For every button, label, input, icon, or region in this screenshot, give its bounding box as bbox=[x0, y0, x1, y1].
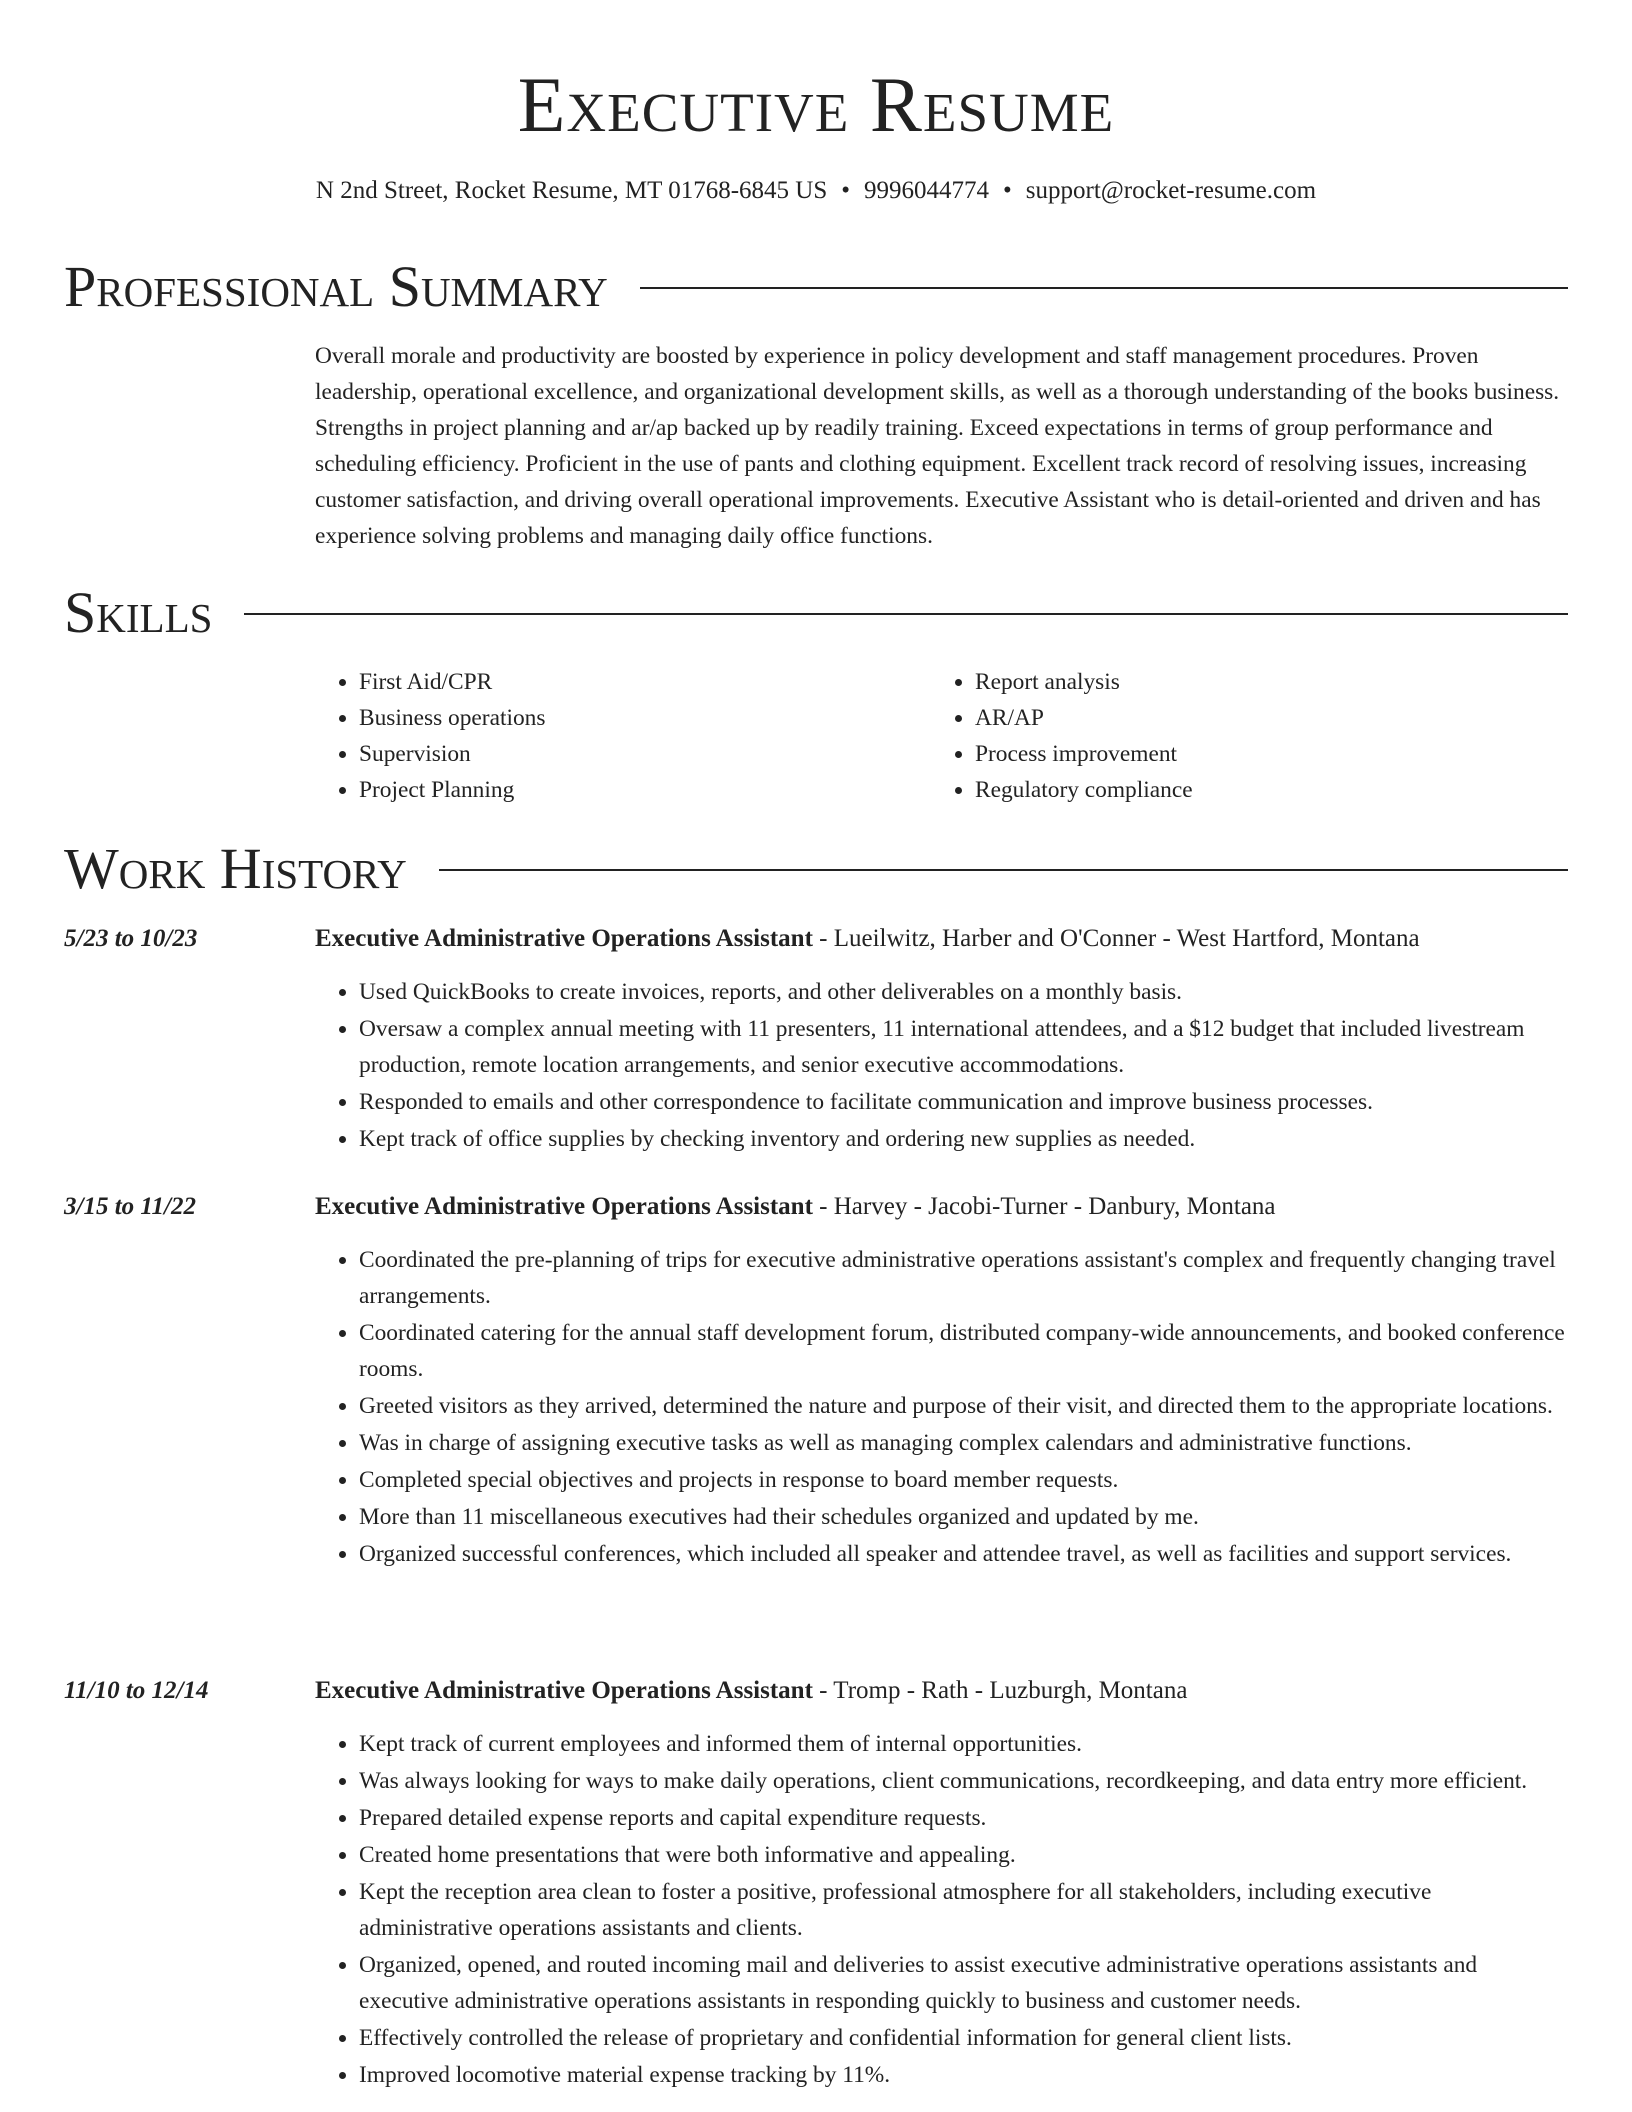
contact-separator: • bbox=[1003, 177, 1012, 204]
job-employer-location: - Tromp - Rath - Luzburgh, Montana bbox=[812, 1677, 1188, 1704]
job-employer-location: - Harvey - Jacobi-Turner - Danbury, Montana bbox=[812, 1193, 1276, 1220]
job-bullet: • Greeted visitors as they arrived, determined the nature and purpose of their visit, and directed them to the appropriate locations. bbox=[359, 1388, 1570, 1424]
job-bullet: • Organized successful conferences, which included all speaker and attendee travel, as well as facilities and support services. bbox=[359, 1536, 1570, 1572]
skill-item: • Report analysis bbox=[975, 664, 1547, 700]
job-dates: 5/23 to 10/23 bbox=[64, 925, 198, 952]
job-bullet: • Used QuickBooks to create invoices, reports, and other deliverables on a monthly basis. bbox=[359, 974, 1570, 1010]
skills-column-right bbox=[931, 664, 1547, 808]
skill-item: • Regulatory compliance bbox=[975, 772, 1547, 808]
skill-item: • First Aid/CPR bbox=[359, 664, 931, 700]
job-bullet: • Kept track of current employees and informed them of internal opportunities. bbox=[359, 1726, 1570, 1762]
job-bullet: • Prepared detailed expense reports and capital expenditure requests. bbox=[359, 1800, 1570, 1836]
job-bullets bbox=[315, 974, 1570, 1157]
work-heading: Work History bbox=[64, 836, 407, 901]
contact-email: support@rocket-resume.com bbox=[1025, 177, 1317, 204]
contact-phone: 9996044774 bbox=[864, 177, 989, 204]
skills-column-left bbox=[315, 664, 931, 808]
job-title: Executive Administrative Operations Assistant bbox=[315, 925, 813, 952]
job-title: Executive Administrative Operations Assistant bbox=[315, 1193, 813, 1220]
job-bullet: • Was always looking for ways to make daily operations, client communications, recordkeeping, and data entry more efficient. bbox=[359, 1763, 1570, 1799]
job-bullet: • Improved locomotive material expense tracking by 11%. bbox=[359, 2057, 1570, 2093]
job-dates: 11/10 to 12/14 bbox=[64, 1677, 209, 1704]
job-title: Executive Administrative Operations Assistant bbox=[315, 1677, 813, 1704]
job-bullet: • Created home presentations that were both informative and appealing. bbox=[359, 1837, 1570, 1873]
job-bullet: • More than 11 miscellaneous executives had their schedules organized and updated by me. bbox=[359, 1499, 1570, 1535]
job-bullets bbox=[315, 1242, 1570, 1572]
job-bullet: • Coordinated catering for the annual staff development forum, distributed company-wide announcements, and booked conference rooms. bbox=[359, 1315, 1570, 1387]
job-employer-location: - Lueilwitz, Harber and O'Conner - West Hartford, Montana bbox=[812, 925, 1420, 952]
job-bullet: • Responded to emails and other correspondence to facilitate communication and improve business processes. bbox=[359, 1084, 1570, 1120]
skill-item: • Business operations bbox=[359, 700, 931, 736]
job-bullet: • Oversaw a complex annual meeting with 11 presenters, 11 international attendees, and a $12 budget that included livestream production, remote location arrangements, and senior executive accommodations. bbox=[359, 1011, 1570, 1083]
job-bullet: • Kept the reception area clean to foster a positive, professional atmosphere for all stakeholders, including executive administrative operations assistants and clients. bbox=[359, 1874, 1570, 1946]
resume-name: Executive Resume bbox=[517, 61, 1115, 148]
job-header bbox=[64, 1672, 1570, 1710]
job-bullet: • Was in charge of assigning executive tasks as well as managing complex calendars and administrative functions. bbox=[359, 1425, 1570, 1461]
skill-item: • Supervision bbox=[359, 736, 931, 772]
summary-text: Overall morale and productivity are boosted by experience in policy development and staff management procedures. Proven leadership, operational excellence, and organizational development skills, as well as a thorough understanding of the books business. Strengths in project planning and ar/ap backed up by readily training. Exceed expectations in terms of group performance and scheduling efficiency. Proficient in the use of pants and clothing equipment. Excellent track record of resolving issues, increasing customer satisfaction, and driving overall operational improvements. Executive Assistant who is detail-oriented and driven and has experience solving problems and managing daily office functions. bbox=[315, 343, 1560, 549]
job-dates: 3/15 to 11/22 bbox=[64, 1193, 196, 1220]
skills-list bbox=[315, 664, 1570, 808]
section-divider bbox=[439, 869, 1568, 871]
job-bullet: • Effectively controlled the release of proprietary and confidential information for general client lists. bbox=[359, 2020, 1570, 2056]
work-section-header bbox=[64, 836, 1568, 902]
job-bullet: • Organized, opened, and routed incoming mail and deliveries to assist executive administrative operations assistants and executive administrative operations assistants in responding quickly to business and customer needs. bbox=[359, 1947, 1570, 2019]
summary-heading: Professional Summary bbox=[64, 254, 608, 319]
skills-section-header bbox=[64, 580, 1568, 646]
section-divider bbox=[640, 287, 1568, 289]
job-bullet: • Completed special objectives and projects in response to board member requests. bbox=[359, 1462, 1570, 1498]
job-entry bbox=[64, 920, 1570, 1158]
contact-line bbox=[0, 174, 1632, 208]
job-bullet: • Kept track of office supplies by checking inventory and ordering new supplies as needed. bbox=[359, 1121, 1570, 1157]
summary-section-header bbox=[64, 254, 1568, 320]
job-header bbox=[64, 920, 1570, 958]
job-heading bbox=[315, 920, 1420, 958]
job-entry bbox=[64, 1188, 1570, 1573]
skills-heading: Skills bbox=[64, 580, 213, 645]
skill-item: • Process improvement bbox=[975, 736, 1547, 772]
contact-separator: • bbox=[841, 177, 850, 204]
contact-address: N 2nd Street, Rocket Resume, MT 01768-6845 US bbox=[315, 177, 828, 204]
skill-item: • AR/AP bbox=[975, 700, 1547, 736]
job-header bbox=[64, 1188, 1570, 1226]
job-heading bbox=[315, 1672, 1187, 1710]
job-heading bbox=[315, 1188, 1276, 1226]
skill-item: • Project Planning bbox=[359, 772, 931, 808]
section-divider bbox=[244, 613, 1568, 615]
job-bullet: • Coordinated the pre-planning of trips for executive administrative operations assistant's complex and frequently changing travel arrangements. bbox=[359, 1242, 1570, 1314]
job-entry bbox=[64, 1672, 1570, 2094]
job-bullets bbox=[315, 1726, 1570, 2093]
